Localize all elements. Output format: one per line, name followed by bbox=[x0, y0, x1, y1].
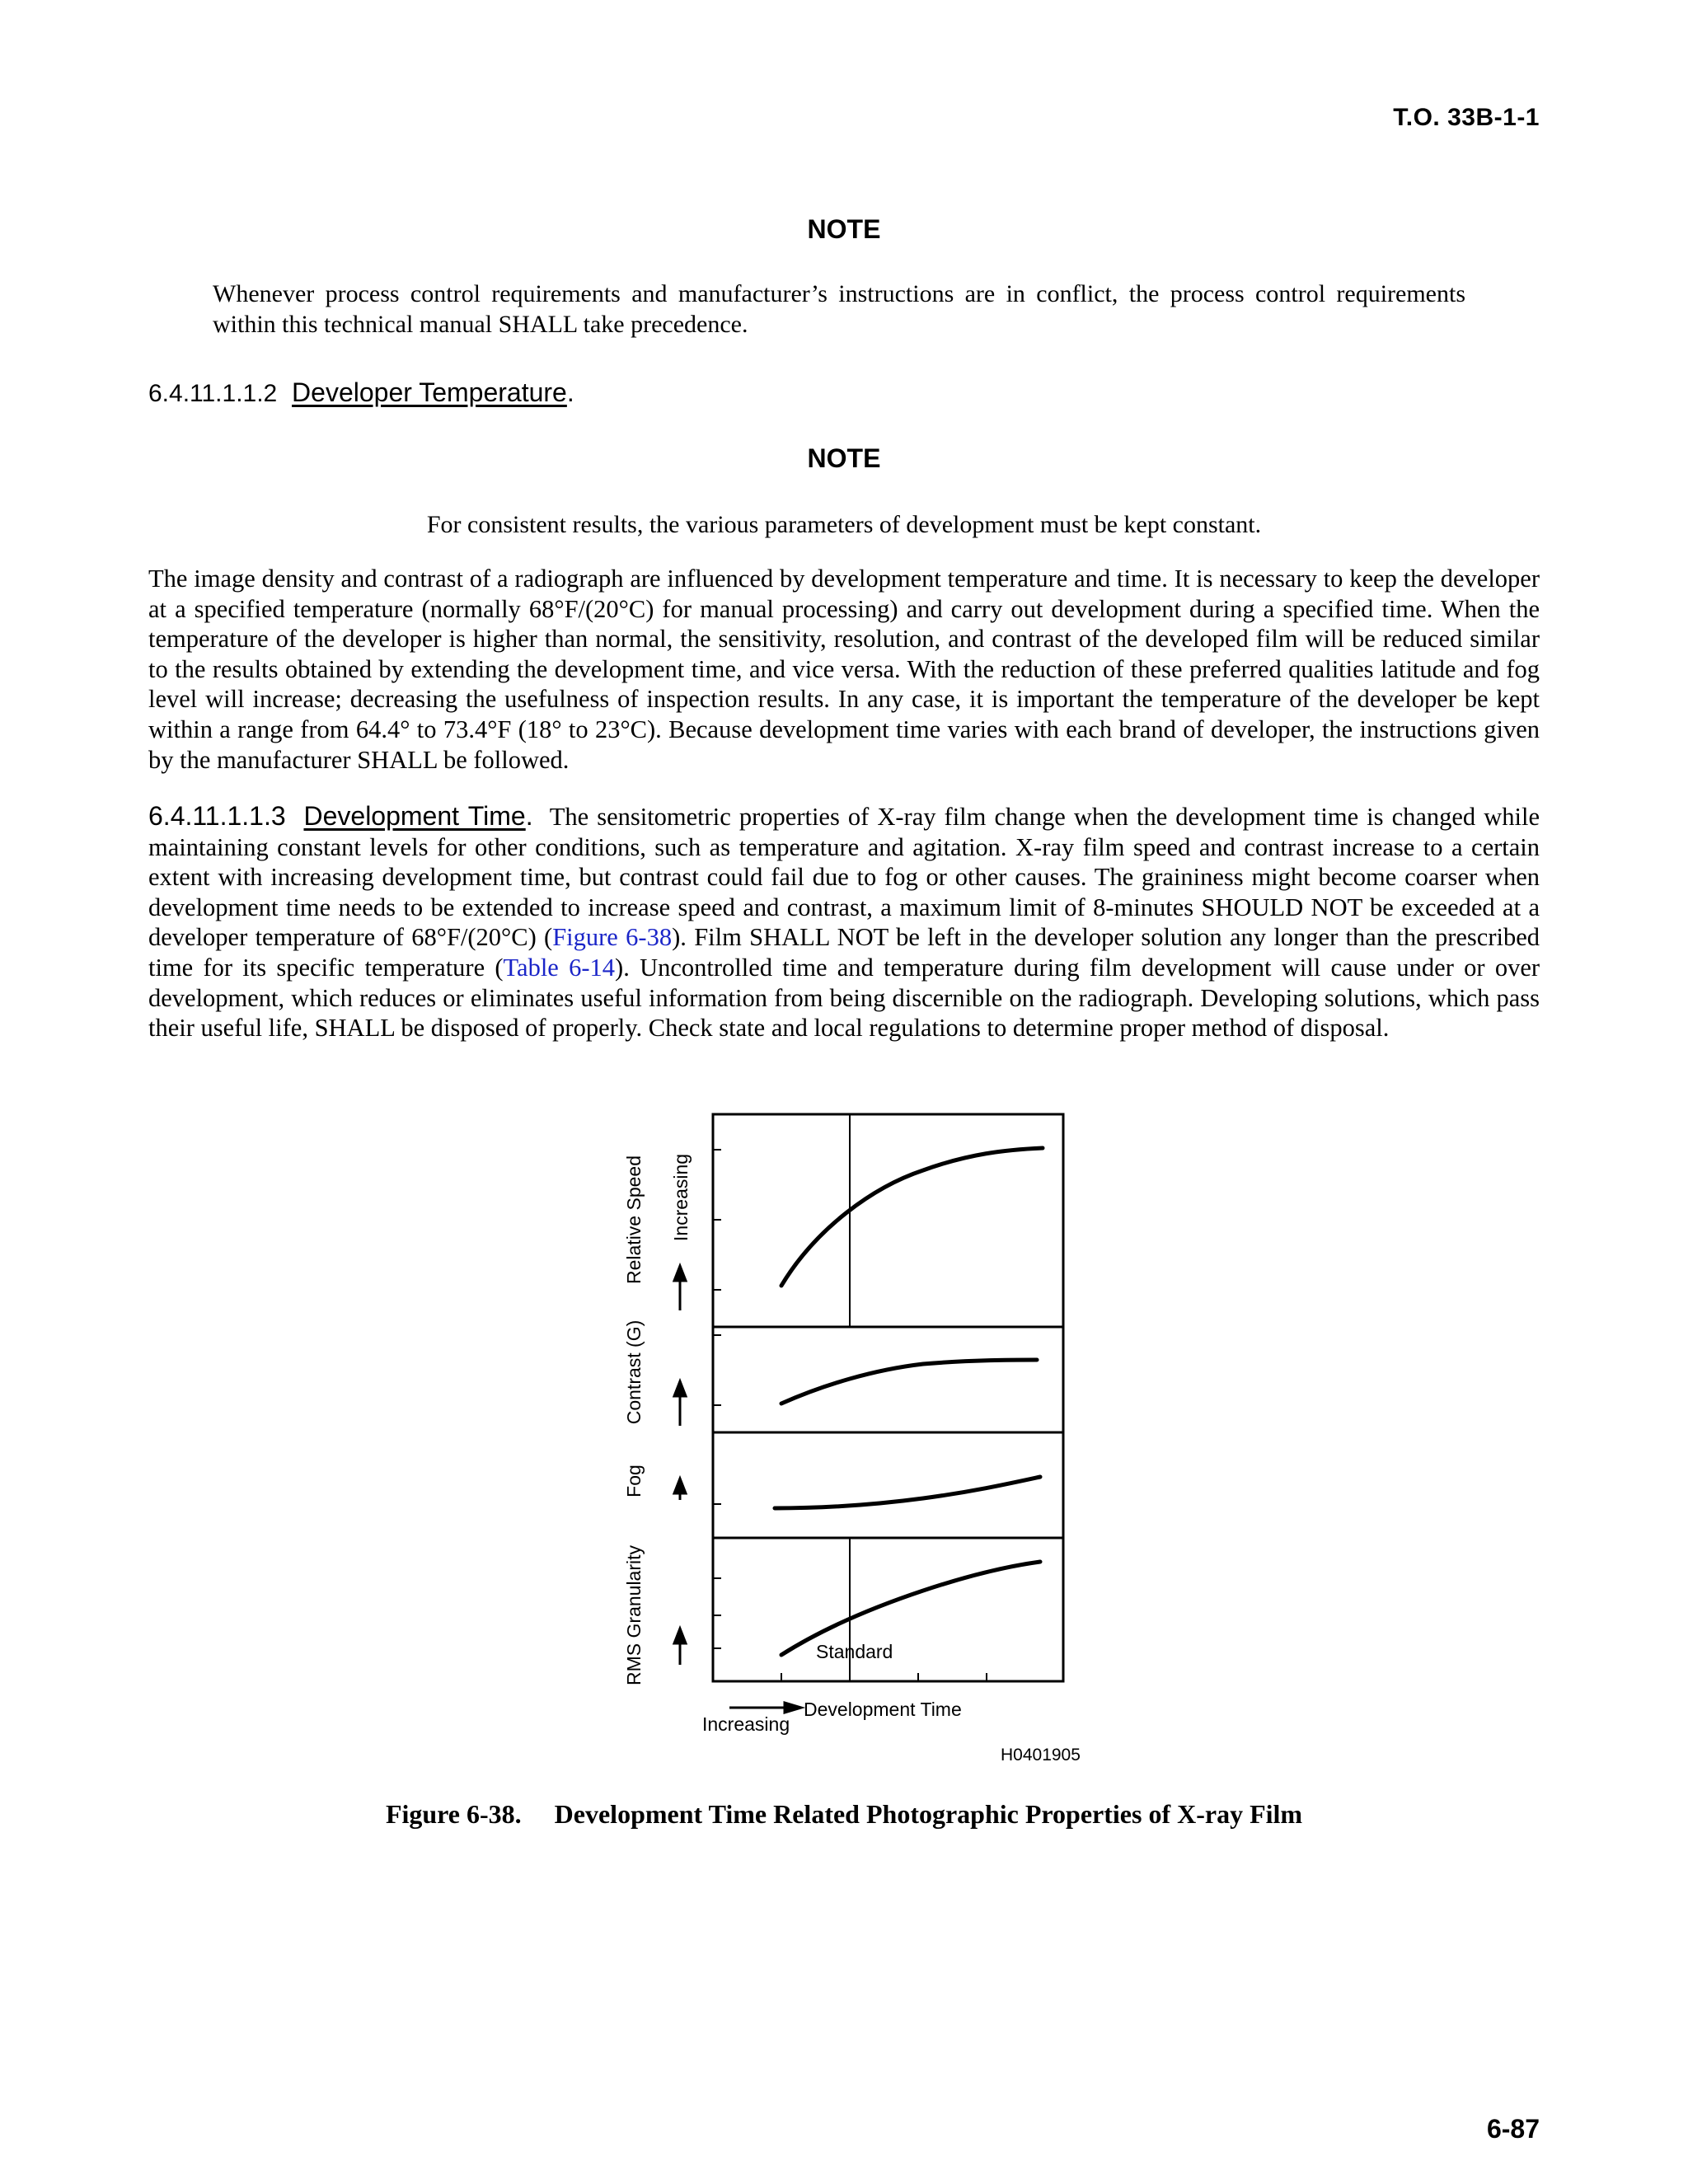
x-axis-label: Development Time bbox=[804, 1699, 962, 1720]
paragraph-developer-temperature: The image density and contrast of a radiograph are influenced by development temperature and time. It is necessary to keep the developer at a specified temperature (normally 68°F/(20°C) for manual processing) and carry out development during a specified time. When the temperature of the developer is higher than normal, the sensitivity, resolution, and contrast of the developed film will be reduced similar to the results obtained by extending the development time, and vice versa. With the reduction of these preferred qualities latitude and fog level will increase; decreasing the usefulness of inspection results. In any case, it is important the temperature of the developer be kept within a range from 64.4° to 73.4°F (18° to 23°C). Because development time varies with each brand of developer, the instructions given by the manufacturer SHALL be followed. bbox=[148, 565, 1540, 774]
contrast-curve bbox=[781, 1360, 1037, 1404]
section-number: 6.4.11.1.1.3 bbox=[148, 801, 286, 831]
fog-curve bbox=[775, 1477, 1040, 1508]
section-title: Development Time bbox=[303, 801, 526, 831]
curves bbox=[775, 1148, 1043, 1655]
figure-link[interactable]: Figure 6-38 bbox=[552, 923, 673, 952]
y-label-fog: Fog bbox=[623, 1465, 645, 1497]
y-arrows bbox=[674, 1266, 686, 1665]
document-id: T.O. 33B-1-1 bbox=[1393, 104, 1540, 131]
section-heading-developer-temperature: 6.4.11.1.1.2 Developer Temperature. bbox=[148, 377, 574, 407]
paragraph-development-time: 6.4.11.1.1.3 Development Time. The sensitometric properties of X-ray film change when the development time is changed while maintaining constant levels for other conditions, such as temperature and agitation. X-ray film speed and contrast increase to a certain extent with increasing development time, but contrast could fail due to fog or other causes. The graininess might become coarser when development time needs to be extended to increase speed and contrast, a maximum limit of 8-minutes SHOULD NOT be exceeded at a developer temperature of 68°F/(20°C) (Figure 6-38). Film SHALL NOT be left in the developer solution any longer than the prescribed time for its specific temperature (Table 6-14). Uncontrolled time and temperature during film development will cause under or over development, which reduces or eliminates useful information from being discernible on the radiograph. Developing solutions, which pass their useful life, SHALL be disposed of properly. Check state and local regulations to determine proper method of disposal. bbox=[148, 801, 1540, 1043]
chart-frame bbox=[713, 1114, 1063, 1681]
figure-caption bbox=[0, 1799, 1688, 1830]
page-number: 6-87 bbox=[1486, 2114, 1540, 2144]
figure-caption-number: Figure 6-38. bbox=[385, 1799, 522, 1829]
y-label-contrast: Contrast (G) bbox=[623, 1319, 645, 1425]
section-title: Developer Temperature bbox=[292, 377, 567, 407]
standard-label: Standard bbox=[816, 1641, 893, 1662]
y-label-relative-speed: Relative Speed bbox=[623, 1155, 645, 1284]
relative-speed-curve bbox=[781, 1148, 1043, 1286]
table-link[interactable]: Table 6-14 bbox=[503, 953, 616, 982]
note-heading: NOTE bbox=[807, 443, 881, 473]
y-label-rms-granularity: RMS Granularity bbox=[623, 1545, 645, 1685]
note-text: Whenever process control requirements and manufacturer’s instructions are in conflict, the process control requirements within this technical manual SHALL take precedence. bbox=[213, 280, 1465, 338]
x-increasing-label: Increasing bbox=[702, 1713, 790, 1735]
figure-caption-title: Development Time Related Photographic Properties of X-ray Film bbox=[554, 1799, 1303, 1829]
note-heading: NOTE bbox=[807, 214, 881, 244]
x-arrow bbox=[729, 1703, 801, 1713]
y-label-increasing: Increasing bbox=[670, 1153, 692, 1242]
note-text: For consistent results, the various parameters of development must be kept constant. bbox=[426, 511, 1262, 538]
plot-border bbox=[713, 1114, 1063, 1681]
figure-id-code: H0401905 bbox=[1001, 1746, 1081, 1765]
tick-marks bbox=[713, 1150, 987, 1681]
rms-granularity-curve bbox=[781, 1562, 1040, 1655]
section-number: 6.4.11.1.1.2 bbox=[148, 380, 278, 407]
